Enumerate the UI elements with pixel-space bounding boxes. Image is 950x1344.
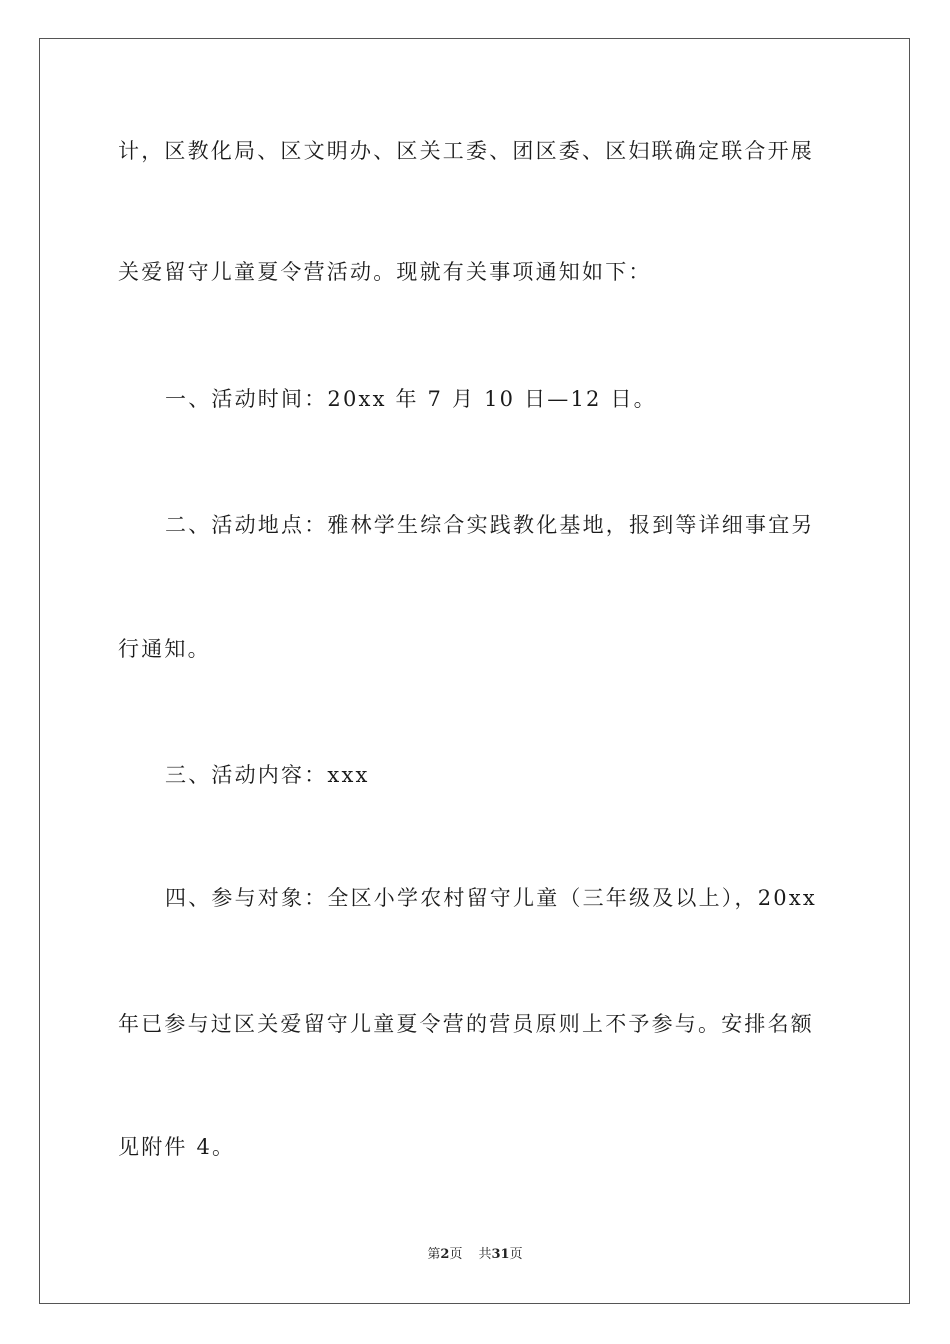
section-location-cont: 行通知。 <box>118 637 211 661</box>
body-line-2: 关爱留守儿童夏令营活动。现就有关事项通知如下： <box>118 260 652 284</box>
section-time: 一、活动时间：20xx 年 7 月 10 日—12 日。 <box>165 387 657 411</box>
footer-total-pages: 31 <box>491 1247 510 1262</box>
section-content: 三、活动内容：xxx <box>165 763 370 787</box>
page-border <box>39 38 910 1304</box>
section-participants-cont: 年已参与过区关爱留守儿童夏令营的营员原则上不予参与。安排名额 <box>118 1012 814 1036</box>
footer-total-prefix: 共 <box>478 1247 492 1262</box>
section-participants-end: 见附件 4。 <box>118 1135 236 1159</box>
body-line-1: 计，区教化局、区文明办、区关工委、团区委、区妇联确定联合开展 <box>118 139 814 163</box>
footer-page-prefix: 第 <box>427 1247 441 1262</box>
footer-total-suffix: 页 <box>509 1247 523 1262</box>
section-participants: 四、参与对象：全区小学农村留守儿童（三年级及以上），20xx <box>165 886 817 910</box>
page-footer <box>0 1246 950 1264</box>
footer-page-number: 2 <box>440 1247 450 1262</box>
footer-page-suffix: 页 <box>449 1247 463 1262</box>
section-location: 二、活动地点：雅林学生综合实践教化基地，报到等详细事宜另 <box>165 513 815 537</box>
